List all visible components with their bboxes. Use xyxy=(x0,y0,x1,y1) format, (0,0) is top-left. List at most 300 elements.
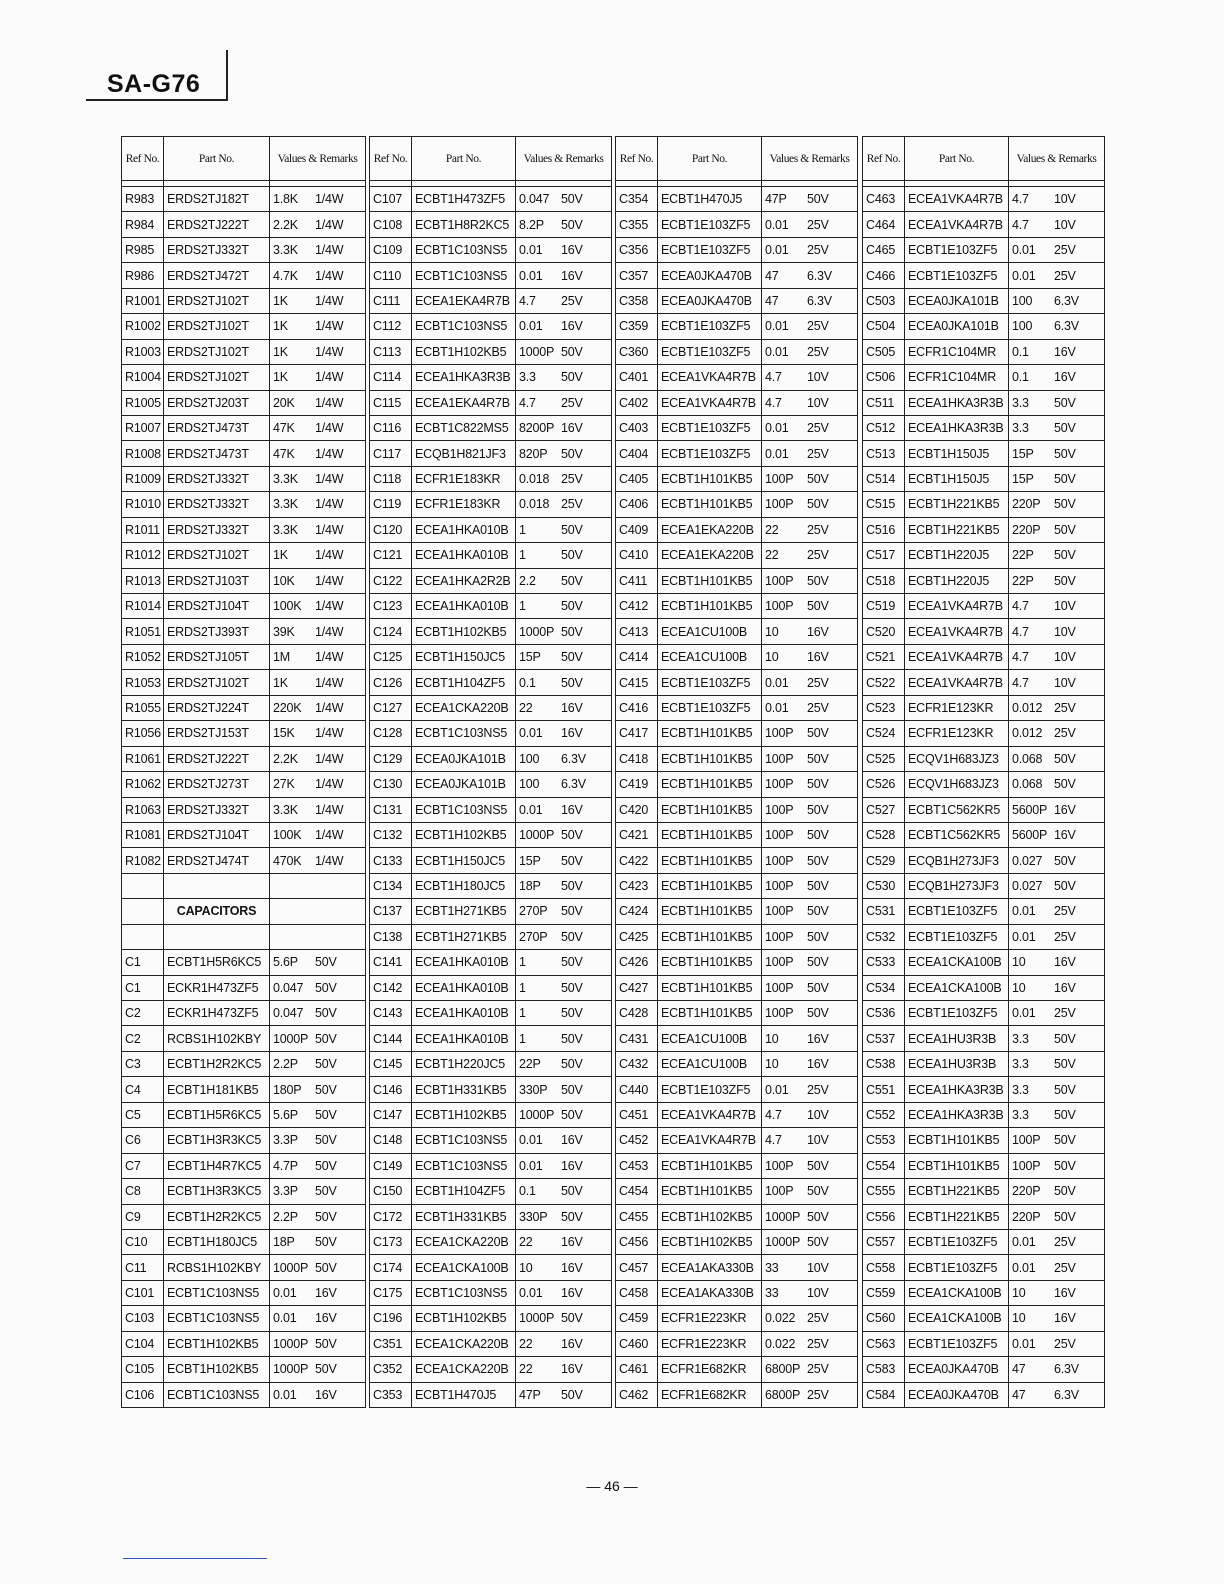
values-remarks xyxy=(270,721,366,746)
part-no: ERDS2TJ273T xyxy=(164,772,270,797)
value: 18P xyxy=(519,879,541,894)
value: 100P xyxy=(765,1006,794,1021)
ref-no: C6 xyxy=(122,1128,164,1153)
table-row xyxy=(370,1051,612,1076)
values-remarks xyxy=(516,1051,612,1076)
ref-no: C118 xyxy=(370,466,412,491)
ref-no: C431 xyxy=(616,1026,658,1051)
rating: 10V xyxy=(807,1260,829,1275)
part-no: ECBT1H221KB5 xyxy=(905,517,1009,542)
values-remarks xyxy=(762,848,858,873)
value: 100P xyxy=(765,751,794,766)
table-row xyxy=(122,1204,366,1229)
table-row xyxy=(616,619,858,644)
ref-no: R983 xyxy=(122,187,164,212)
rating: 10V xyxy=(1054,217,1076,232)
part-no: ECFR1E183KR xyxy=(412,466,516,491)
ref-no: C460 xyxy=(616,1331,658,1356)
values-remarks xyxy=(1009,543,1105,568)
table-row xyxy=(370,314,612,339)
values-remarks xyxy=(762,1280,858,1305)
ref-no: C517 xyxy=(863,543,905,568)
part-no: ECEA1HKA3R3B xyxy=(905,415,1009,440)
rating: 6.3V xyxy=(807,293,832,308)
rating: 25V xyxy=(807,700,829,715)
part-no: ECBT1H101KB5 xyxy=(658,1001,762,1026)
values-remarks xyxy=(1009,1382,1105,1407)
ref-no: C354 xyxy=(616,187,658,212)
value: 470K xyxy=(273,853,302,868)
ref-no: C2 xyxy=(122,1026,164,1051)
ref-no: C523 xyxy=(863,695,905,720)
ref-no: C529 xyxy=(863,848,905,873)
part-no: ERDS2TJ104T xyxy=(164,822,270,847)
table-row xyxy=(863,619,1105,644)
value: 1000P xyxy=(273,1336,309,1351)
values-remarks xyxy=(270,517,366,542)
ref-no: C107 xyxy=(370,187,412,212)
values-remarks xyxy=(516,1077,612,1102)
value: 0.018 xyxy=(519,472,550,487)
rating: 50V xyxy=(1054,1184,1076,1199)
rating: 1/4W xyxy=(315,700,344,715)
ref-no: C456 xyxy=(616,1229,658,1254)
part-no: ECBT1H221KB5 xyxy=(905,1204,1009,1229)
ref-no: C536 xyxy=(863,1001,905,1026)
value: 0.068 xyxy=(1012,777,1043,792)
values-remarks xyxy=(516,670,612,695)
rating: 50V xyxy=(807,726,829,741)
part-no: ECBT1C103NS5 xyxy=(412,721,516,746)
table-row xyxy=(863,543,1105,568)
ref-no: C173 xyxy=(370,1229,412,1254)
ref-no: C463 xyxy=(863,187,905,212)
value: 3.3 xyxy=(519,370,536,385)
part-no: ECFR1E183KR xyxy=(412,492,516,517)
value: 1000P xyxy=(519,624,555,639)
rating: 6.3V xyxy=(1054,319,1079,334)
table-row xyxy=(370,365,612,390)
value: 1000P xyxy=(765,1235,801,1250)
part-no: ECEA1HKA3R3B xyxy=(905,1102,1009,1127)
value: 0.01 xyxy=(765,700,789,715)
values-remarks xyxy=(1009,899,1105,924)
value: 0.01 xyxy=(519,1158,543,1173)
ref-no: C532 xyxy=(863,924,905,949)
table-row xyxy=(863,746,1105,771)
part-no: ECBT1H101KB5 xyxy=(658,492,762,517)
table-row xyxy=(122,1357,366,1382)
value: 0.027 xyxy=(1012,853,1043,868)
rating: 25V xyxy=(1054,1336,1076,1351)
rating: 50V xyxy=(807,497,829,512)
part-no: ECBT1H101KB5 xyxy=(658,721,762,746)
rating: 10V xyxy=(807,370,829,385)
table-row xyxy=(616,339,858,364)
rating: 50V xyxy=(315,1336,337,1351)
ref-no: C116 xyxy=(370,415,412,440)
rating: 16V xyxy=(561,1336,583,1351)
table-row xyxy=(122,1331,366,1356)
values-remarks xyxy=(1009,568,1105,593)
rating: 50V xyxy=(315,1362,337,1377)
table-row xyxy=(616,441,858,466)
rating: 50V xyxy=(561,904,583,919)
rating: 50V xyxy=(1054,853,1076,868)
rating: 50V xyxy=(561,1057,583,1072)
ref-no: C352 xyxy=(370,1357,412,1382)
ref-no: C125 xyxy=(370,644,412,669)
values-remarks xyxy=(516,1001,612,1026)
rating: 16V xyxy=(1054,802,1076,817)
ref-no: C133 xyxy=(370,848,412,873)
table-row xyxy=(370,695,612,720)
ref-no: R1009 xyxy=(122,466,164,491)
table-row xyxy=(616,568,858,593)
part-no: ECEA0JKA101B xyxy=(412,772,516,797)
table-row xyxy=(863,873,1105,898)
rating: 50V xyxy=(561,980,583,995)
part-no: ECBT1H101KB5 xyxy=(658,594,762,619)
value: 4.7 xyxy=(1012,650,1029,665)
table-row xyxy=(370,1026,612,1051)
rating: 16V xyxy=(561,319,583,334)
table-row xyxy=(122,670,366,695)
rating: 25V xyxy=(807,1362,829,1377)
value: 0.01 xyxy=(1012,904,1036,919)
ref-no: C147 xyxy=(370,1102,412,1127)
ref-no: C415 xyxy=(616,670,658,695)
table-row xyxy=(863,1102,1105,1127)
part-no: ECBT1H3R3KC5 xyxy=(164,1128,270,1153)
part-no: ECBT1H331KB5 xyxy=(412,1204,516,1229)
table-row xyxy=(370,848,612,873)
rating: 25V xyxy=(1054,1006,1076,1021)
rating: 1/4W xyxy=(315,243,344,258)
table-row xyxy=(616,1001,858,1026)
value: 4.7 xyxy=(765,1107,782,1122)
value: 0.018 xyxy=(519,497,550,512)
value: 1K xyxy=(273,344,288,359)
part-no: ECBT1H271KB5 xyxy=(412,924,516,949)
ref-no: C108 xyxy=(370,212,412,237)
values-remarks xyxy=(1009,1102,1105,1127)
values-remarks xyxy=(270,797,366,822)
rating: 25V xyxy=(1054,268,1076,283)
value: 220K xyxy=(273,700,302,715)
ref-no: C406 xyxy=(616,492,658,517)
part-no: ECBT1E103ZF5 xyxy=(905,1255,1009,1280)
value: 4.7 xyxy=(519,293,536,308)
rating: 50V xyxy=(315,1133,337,1148)
table-row xyxy=(370,873,612,898)
ref-no: R1003 xyxy=(122,339,164,364)
model-title: SA-G76 xyxy=(107,70,201,98)
value: 2.2P xyxy=(273,1057,298,1072)
values-remarks xyxy=(1009,721,1105,746)
values-remarks xyxy=(1009,1026,1105,1051)
value: 1000P xyxy=(765,1209,801,1224)
ref-no: C583 xyxy=(863,1357,905,1382)
part-no: ECBT1H102KB5 xyxy=(412,1102,516,1127)
part-no: ECBT1C103NS5 xyxy=(412,314,516,339)
part-no: ECBT1H101KB5 xyxy=(905,1128,1009,1153)
table-row xyxy=(370,415,612,440)
rating: 50V xyxy=(807,955,829,970)
rating: 6.3V xyxy=(1054,293,1079,308)
table-row xyxy=(122,1280,366,1305)
value: 0.01 xyxy=(1012,243,1036,258)
value: 15K xyxy=(273,726,295,741)
rating: 50V xyxy=(315,980,337,995)
value: 22 xyxy=(765,522,779,537)
table-row xyxy=(122,746,366,771)
values-remarks xyxy=(1009,1179,1105,1204)
table-row xyxy=(370,1306,612,1331)
table-row xyxy=(370,924,612,949)
ref-no: C353 xyxy=(370,1382,412,1407)
ref-no: C5 xyxy=(122,1102,164,1127)
values-remarks xyxy=(270,822,366,847)
ref-no: C138 xyxy=(370,924,412,949)
rating: 16V xyxy=(315,1311,337,1326)
values-remarks xyxy=(1009,848,1105,873)
values-remarks xyxy=(516,466,612,491)
rating: 10V xyxy=(1054,192,1076,207)
part-no: ECBT1C103NS5 xyxy=(412,1128,516,1153)
table-row xyxy=(122,721,366,746)
part-no: ECQV1H683JZ3 xyxy=(905,746,1009,771)
table-row xyxy=(122,644,366,669)
rating: 16V xyxy=(561,802,583,817)
value: 1000P xyxy=(519,1107,555,1122)
rating: 1/4W xyxy=(315,497,344,512)
values-remarks xyxy=(516,899,612,924)
values-remarks xyxy=(762,1255,858,1280)
rating: 25V xyxy=(807,1336,829,1351)
values-remarks xyxy=(516,695,612,720)
values-remarks xyxy=(270,746,366,771)
table-row xyxy=(122,975,366,1000)
rating: 16V xyxy=(315,1286,337,1301)
ref-no: C425 xyxy=(616,924,658,949)
value: 1M xyxy=(273,650,290,665)
part-no: ECEA1VKA4R7B xyxy=(905,619,1009,644)
value: 47K xyxy=(273,446,295,461)
rating: 16V xyxy=(561,1260,583,1275)
table-row xyxy=(616,695,858,720)
part-no: ECBT1H101KB5 xyxy=(658,1153,762,1178)
value: 330P xyxy=(519,1209,548,1224)
values-remarks xyxy=(270,1357,366,1382)
values-remarks xyxy=(762,288,858,313)
table-row xyxy=(370,187,612,212)
rating: 16V xyxy=(1054,828,1076,843)
value: 10 xyxy=(765,1031,779,1046)
values-remarks xyxy=(270,1128,366,1153)
value: 270P xyxy=(519,929,548,944)
rating: 50V xyxy=(561,344,583,359)
ref-no: R1010 xyxy=(122,492,164,517)
table-row xyxy=(616,772,858,797)
values-remarks xyxy=(270,1102,366,1127)
value: 5600P xyxy=(1012,828,1048,843)
rating: 1/4W xyxy=(315,853,344,868)
value: 0.01 xyxy=(765,319,789,334)
part-no: ECEA1VKA4R7B xyxy=(905,644,1009,669)
table-row xyxy=(122,1229,366,1254)
table-row xyxy=(370,1331,612,1356)
value: 1 xyxy=(519,548,526,563)
values-remarks xyxy=(1009,950,1105,975)
table-row xyxy=(122,339,366,364)
table-row xyxy=(863,1331,1105,1356)
values-remarks-header: Values & Remarks xyxy=(1009,137,1105,181)
rating: 16V xyxy=(1054,370,1076,385)
part-no: ERDS2TJ105T xyxy=(164,644,270,669)
value: 0.01 xyxy=(519,268,543,283)
ref-no: C141 xyxy=(370,950,412,975)
ref-no: C127 xyxy=(370,695,412,720)
table-row xyxy=(616,212,858,237)
table-row xyxy=(122,415,366,440)
part-no: ECBT1C103NS5 xyxy=(412,797,516,822)
part-no: ECEA0JKA101B xyxy=(905,288,1009,313)
ref-no: C528 xyxy=(863,822,905,847)
rating: 6.3V xyxy=(561,777,586,792)
values-remarks xyxy=(762,873,858,898)
part-no: ECBT1H101KB5 xyxy=(658,466,762,491)
part-no: ECEA1HKA010B xyxy=(412,975,516,1000)
table-row xyxy=(370,517,612,542)
ref-no: C555 xyxy=(863,1179,905,1204)
values-remarks xyxy=(762,822,858,847)
value: 22 xyxy=(519,1336,533,1351)
table-row xyxy=(616,848,858,873)
part-no: ECEA1CU100B xyxy=(658,619,762,644)
values-remarks xyxy=(270,772,366,797)
value: 0.047 xyxy=(273,1006,304,1021)
rating: 50V xyxy=(561,1031,583,1046)
value: 3.3 xyxy=(1012,1057,1029,1072)
ref-no: R1056 xyxy=(122,721,164,746)
rating: 50V xyxy=(1054,751,1076,766)
values-remarks xyxy=(270,339,366,364)
table-row xyxy=(616,594,858,619)
value: 0.01 xyxy=(519,1133,543,1148)
ref-no: C419 xyxy=(616,772,658,797)
rating: 25V xyxy=(807,1387,829,1402)
value: 1000P xyxy=(519,828,555,843)
ref-no: R1052 xyxy=(122,644,164,669)
ref-no: C465 xyxy=(863,237,905,262)
value: 0.01 xyxy=(1012,1235,1036,1250)
part-no: ECBT1C103NS5 xyxy=(164,1306,270,1331)
value: 47P xyxy=(765,192,787,207)
ref-no: C172 xyxy=(370,1204,412,1229)
part-no: ECEA1AKA330B xyxy=(658,1255,762,1280)
table-row xyxy=(616,721,858,746)
part-no: ECBT1H150J5 xyxy=(905,441,1009,466)
rating: 25V xyxy=(807,522,829,537)
rating: 50V xyxy=(561,1184,583,1199)
value: 47P xyxy=(519,1387,541,1402)
rating: 25V xyxy=(561,395,583,410)
rating: 50V xyxy=(1054,548,1076,563)
part-no: ECBT1H101KB5 xyxy=(658,797,762,822)
rating: 16V xyxy=(561,268,583,283)
table-row xyxy=(122,568,366,593)
rating: 1/4W xyxy=(315,421,344,436)
values-remarks xyxy=(1009,466,1105,491)
rating: 16V xyxy=(561,1362,583,1377)
table-row xyxy=(370,1179,612,1204)
ref-no: C103 xyxy=(122,1306,164,1331)
table-row xyxy=(370,543,612,568)
part-no: ECBT1H102KB5 xyxy=(164,1357,270,1382)
part-no: ECEA1VKA4R7B xyxy=(905,187,1009,212)
values-remarks xyxy=(270,415,366,440)
table-row xyxy=(122,237,366,262)
part-no: ERDS2TJ102T xyxy=(164,288,270,313)
values-remarks xyxy=(1009,873,1105,898)
value: 4.7 xyxy=(765,395,782,410)
rating: 10V xyxy=(1054,675,1076,690)
table-row xyxy=(370,644,612,669)
ref-no: C563 xyxy=(863,1331,905,1356)
value: 1.8K xyxy=(273,192,298,207)
rating: 16V xyxy=(561,726,583,741)
ref-no: C428 xyxy=(616,1001,658,1026)
values-remarks xyxy=(762,187,858,212)
rating: 25V xyxy=(807,446,829,461)
values-remarks xyxy=(516,365,612,390)
value: 100P xyxy=(765,904,794,919)
table-row xyxy=(370,568,612,593)
table-row xyxy=(616,1204,858,1229)
part-no: ECBT1H102KB5 xyxy=(658,1229,762,1254)
part-no: ECEA1CU100B xyxy=(658,1051,762,1076)
ref-no: R1051 xyxy=(122,619,164,644)
value: 0.01 xyxy=(765,421,789,436)
rating: 10V xyxy=(807,1107,829,1122)
rating: 50V xyxy=(315,1031,337,1046)
ref-no: C111 xyxy=(370,288,412,313)
rating: 50V xyxy=(315,1006,337,1021)
value: 1 xyxy=(519,1031,526,1046)
ref-no: R1014 xyxy=(122,594,164,619)
ref-no: R1082 xyxy=(122,848,164,873)
part-no-header: Part No. xyxy=(164,137,270,181)
values-remarks xyxy=(1009,797,1105,822)
table-row xyxy=(370,263,612,288)
value: 2.2P xyxy=(273,1209,298,1224)
table-row xyxy=(370,1229,612,1254)
values-remarks xyxy=(516,390,612,415)
value: 0.1 xyxy=(1012,344,1029,359)
value: 33 xyxy=(765,1260,779,1275)
table-row xyxy=(370,1128,612,1153)
values-remarks xyxy=(1009,1331,1105,1356)
values-remarks xyxy=(762,263,858,288)
ref-no: C455 xyxy=(616,1204,658,1229)
part-no: ECBT1H180JC5 xyxy=(164,1229,270,1254)
rating: 25V xyxy=(1054,904,1076,919)
ref-no: C2 xyxy=(122,1001,164,1026)
ref-no: C137 xyxy=(370,899,412,924)
ref-no: C524 xyxy=(863,721,905,746)
rating: 50V xyxy=(1054,573,1076,588)
